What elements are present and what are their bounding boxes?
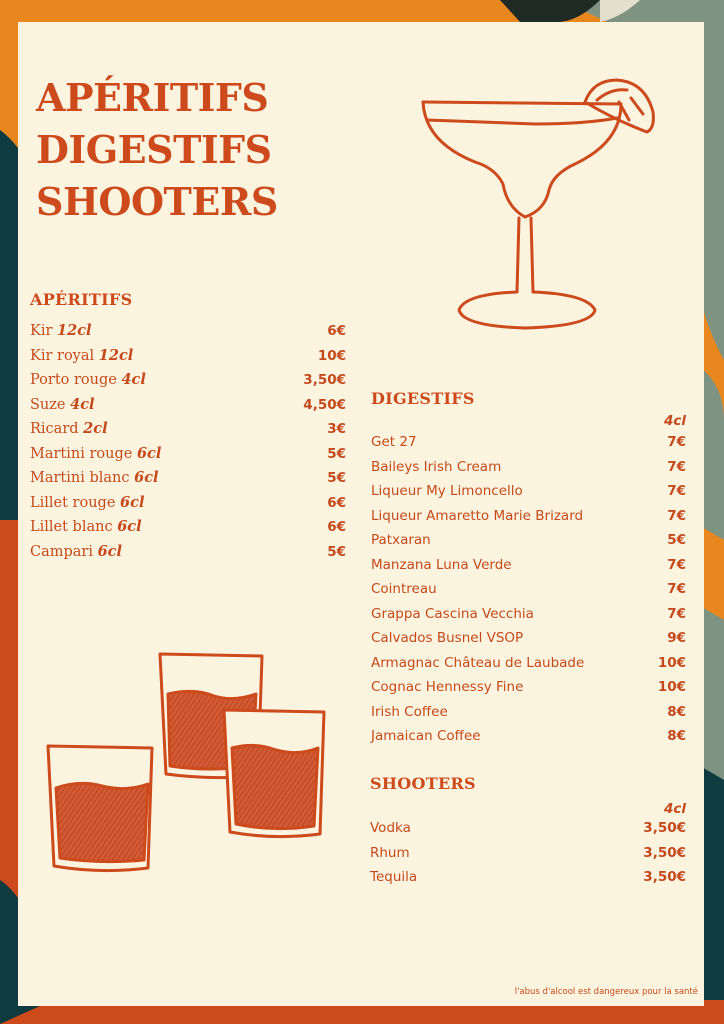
item-name: Armagnac Château de Laubade: [371, 654, 585, 671]
list-item: [371, 679, 686, 704]
item-name-line: [30, 543, 122, 560]
item-qty: 6cl: [97, 542, 123, 560]
item-name: Porto rouge: [30, 372, 122, 388]
shooters-unit: 4cl: [663, 801, 686, 817]
item-name: Calvados Busnel VSOP: [371, 630, 524, 646]
digestifs-unit: 4cl: [663, 413, 686, 429]
list-item: [30, 420, 346, 445]
item-name: Grappa Cascina Vecchia: [371, 605, 534, 622]
digestifs-heading: DIGESTIFS: [371, 389, 475, 408]
item-name: Lillet blanc: [30, 519, 118, 535]
list-item: [30, 445, 346, 470]
list-item: [370, 820, 686, 845]
item-name: Vodka: [370, 820, 411, 836]
list-item: [371, 655, 686, 680]
item-qty: 6cl: [117, 518, 142, 535]
item-name: Martini rouge: [30, 445, 137, 462]
item-qty: 6cl: [134, 469, 159, 486]
item-name: Ricard: [30, 421, 84, 437]
item-price: 10€: [317, 347, 346, 364]
item-price: 10€: [657, 654, 686, 671]
item-price: 8€: [667, 703, 686, 720]
item-qty: 6cl: [136, 444, 162, 462]
item-name: Campari: [30, 543, 98, 560]
digestifs-list: [371, 434, 686, 753]
item-name-line: [30, 518, 142, 535]
item-name: Cointreau: [371, 581, 437, 597]
item-name: Cognac Hennessy Fine: [371, 679, 524, 695]
item-name-line: [30, 396, 95, 413]
item-qty: 12cl: [57, 322, 92, 339]
item-price: 5€: [327, 470, 346, 486]
item-name: Get 27: [371, 434, 417, 450]
item-price: 7€: [667, 605, 686, 622]
item-name: Suze: [30, 396, 71, 413]
list-item: [30, 543, 346, 568]
list-item: [30, 371, 346, 396]
item-price: 4,50€: [303, 396, 346, 413]
item-price: 7€: [667, 458, 686, 475]
list-item: [370, 845, 686, 870]
item-name: Lillet rouge: [30, 494, 121, 511]
list-item: [371, 483, 686, 508]
item-price: 6€: [327, 323, 346, 339]
list-item: [371, 704, 686, 729]
item-price: 3,50€: [643, 844, 686, 861]
item-name: Kir royal: [30, 347, 99, 364]
list-item: [30, 322, 346, 347]
item-price: 6€: [327, 494, 346, 511]
list-item: [370, 869, 686, 894]
item-price: 8€: [667, 728, 686, 744]
item-price: 9€: [667, 630, 686, 646]
item-qty: 6cl: [120, 493, 145, 511]
item-price: 10€: [657, 679, 686, 695]
aperitifs-heading: APÉRITIFS: [30, 290, 133, 309]
title-line-shooters: SHOOTERS: [36, 179, 278, 224]
shooters-heading: SHOOTERS: [370, 774, 476, 793]
item-price: 7€: [667, 483, 686, 499]
title-line-digestifs: DIGESTIFS: [36, 127, 272, 172]
list-item: [371, 434, 686, 459]
list-item: [371, 532, 686, 557]
title-line-aperitifs: APÉRITIFS: [36, 75, 269, 120]
item-price: 5€: [327, 445, 346, 462]
alcohol-warning: l'abus d'alcool est dangereux pour la santé: [514, 987, 698, 997]
item-name: Kir: [30, 323, 58, 339]
page-title: [36, 72, 278, 228]
item-name: Liqueur Amaretto Marie Brizard: [371, 507, 584, 524]
aperitifs-list: [30, 322, 346, 567]
item-price: 3€: [327, 421, 346, 437]
margarita-glass-icon: [415, 72, 660, 332]
item-price: 5€: [667, 532, 686, 548]
list-item: [371, 728, 686, 753]
item-price: 7€: [667, 581, 686, 597]
item-name: Jamaican Coffee: [371, 728, 481, 744]
item-name-line: [30, 445, 161, 462]
list-item: [30, 469, 346, 494]
item-price: 3,50€: [643, 820, 686, 836]
tumbler-glasses-icon: [44, 650, 334, 880]
list-item: [30, 518, 346, 543]
item-name: Rhum: [370, 844, 410, 861]
list-item: [371, 557, 686, 582]
list-item: [30, 347, 346, 372]
item-name-line: [30, 420, 108, 437]
item-qty: 2cl: [83, 420, 108, 437]
list-item: [30, 396, 346, 421]
list-item: [371, 581, 686, 606]
item-name: Irish Coffee: [371, 703, 448, 720]
item-name-line: [30, 494, 144, 511]
item-name: Martini blanc: [30, 470, 135, 486]
item-name: Tequila: [370, 869, 418, 885]
item-name-line: [30, 469, 159, 486]
item-name: Patxaran: [371, 532, 431, 548]
list-item: [371, 606, 686, 631]
item-qty: 12cl: [98, 346, 134, 364]
item-name-line: [30, 371, 146, 388]
item-price: 3,50€: [303, 372, 346, 388]
item-price: 3,50€: [643, 869, 686, 885]
item-qty: 4cl: [70, 395, 95, 413]
item-name-line: [30, 322, 92, 339]
list-item: [30, 494, 346, 519]
item-price: 6€: [327, 519, 346, 535]
item-name: Baileys Irish Cream: [371, 458, 502, 475]
list-item: [371, 459, 686, 484]
list-item: [371, 508, 686, 533]
item-name: Manzana Luna Verde: [371, 556, 512, 573]
item-name-line: [30, 347, 133, 364]
item-price: 7€: [667, 556, 686, 573]
item-price: 5€: [327, 543, 346, 560]
item-qty: 4cl: [121, 371, 146, 388]
item-price: 7€: [667, 507, 686, 524]
item-name: Liqueur My Limoncello: [371, 483, 523, 499]
shooters-list: [370, 820, 686, 894]
list-item: [371, 630, 686, 655]
item-price: 7€: [667, 434, 686, 450]
